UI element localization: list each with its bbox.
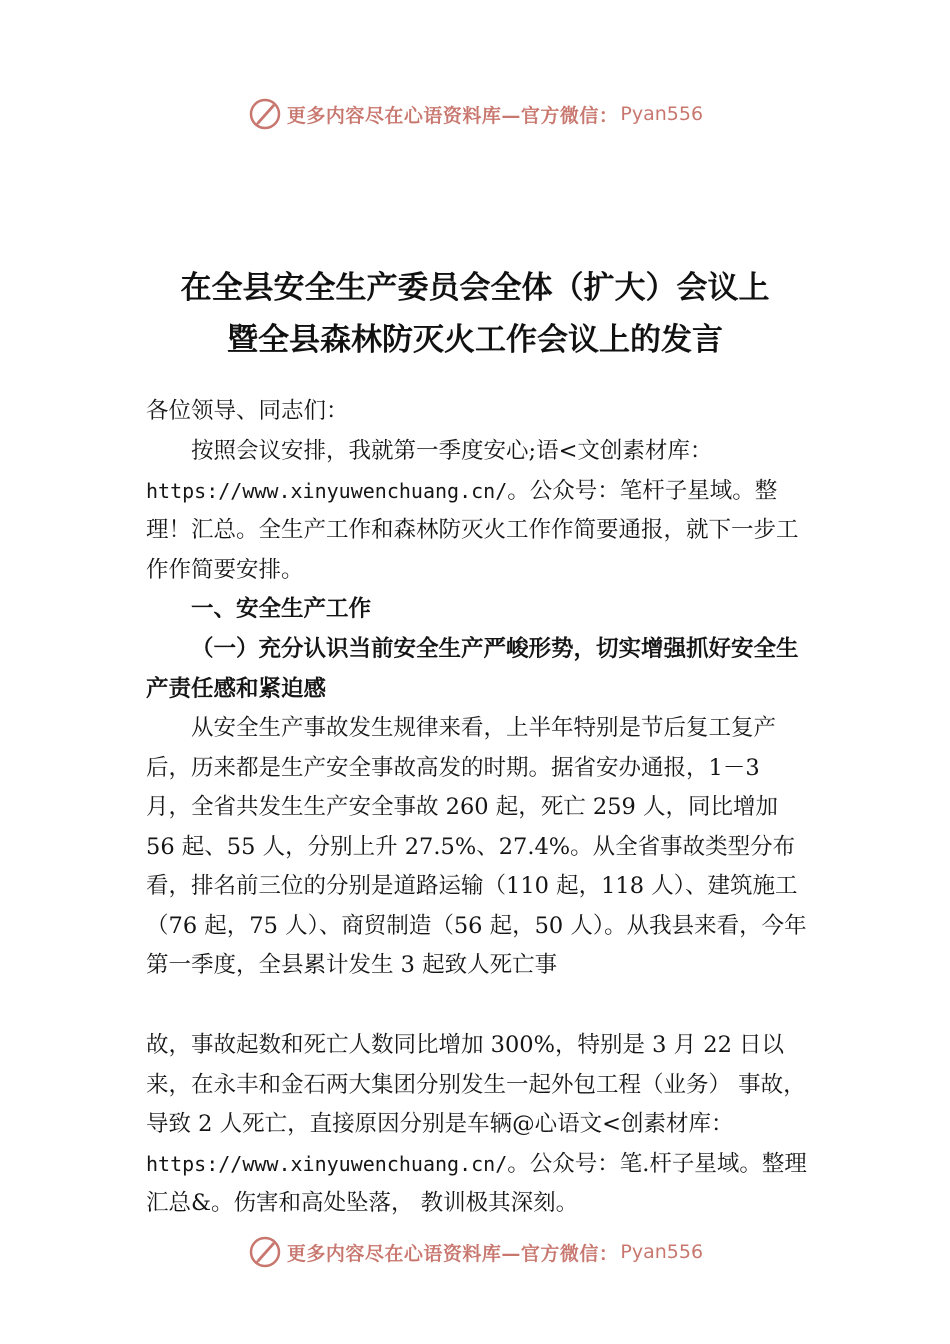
paragraph-intro-part-a: 按照会议安排，我就第一季度安心;语<文创素材库：: [191, 438, 713, 464]
document-title-line-2: 暨全县森林防灭火工作会议上的发言: [227, 322, 723, 358]
watermark-banner-top: [0, 94, 950, 134]
watermark-text: 更多内容尽在心语资料库—官方微信：: [286, 1242, 619, 1265]
watermark-text: 更多内容尽在心语资料库—官方微信：: [286, 104, 619, 127]
watermark-handle: Pyan556: [620, 1241, 704, 1263]
watermark-handle: Pyan556: [620, 103, 704, 125]
pen-logo-icon: [247, 1234, 283, 1270]
paragraph-intro: [146, 432, 808, 590]
paragraph-incidents: [146, 1026, 808, 1224]
pen-logo-icon: [247, 96, 283, 132]
paragraph-incidents-part-a: 故，事故起数和死亡人数同比增加 300%，特别是 3 月 22 日以来，在永丰和金石两大集团分别发生一起外包工程（业务） 事故，导致 2 人死亡，直接原因分别是车辆@心语文<创素材库：: [146, 1032, 806, 1137]
watermark-banner-bottom: [0, 1232, 950, 1272]
paragraph-statistics: 从安全生产事故发生规律来看，上半年特别是节后复工复产后，历来都是生产安全事故高发的时期。据省安办通报，1－3 月，全省共发生生产安全事故 260 起，死亡 259 人，同比增加 56 起、55 人，分别上升 27.5%、27.4%。从全省事故类型分布看，排名前三位的分别是道路运输（110 起，118 人）、建筑施工（76 起，75 人）、商贸制造（56 起，50 人）。从我县来看，今年第一季度，全县累计发生 3 起致人死亡事: [146, 715, 807, 978]
paragraph-incidents-url: https://www.xinyuwenchuang.cn/: [146, 1151, 508, 1176]
paragraph-intro-part-b: 。公众号：笔杆子星域。整理！汇总。全生产工作和森林防灭火工作作简要通报，就下一步工作作简要安排。: [146, 477, 799, 583]
paragraph-incidents-part-b: 。公众号：笔.杆子星域。整理汇总&。伤害和高处坠落， 教训极其深刻。: [146, 1150, 807, 1216]
section-heading-2: （一）充分认识当前安全生产严峻形势，切实增强抓好安全生产责任感和紧迫感: [146, 636, 799, 702]
section-heading-1: 一、安全生产工作: [191, 596, 372, 622]
paragraph-intro-url: https://www.xinyuwenchuang.cn/: [146, 478, 508, 503]
greeting: 各位领导、同志们：: [146, 398, 349, 424]
document-title-line-1: 在全县安全生产委员会全体（扩大）会议上: [180, 270, 770, 306]
